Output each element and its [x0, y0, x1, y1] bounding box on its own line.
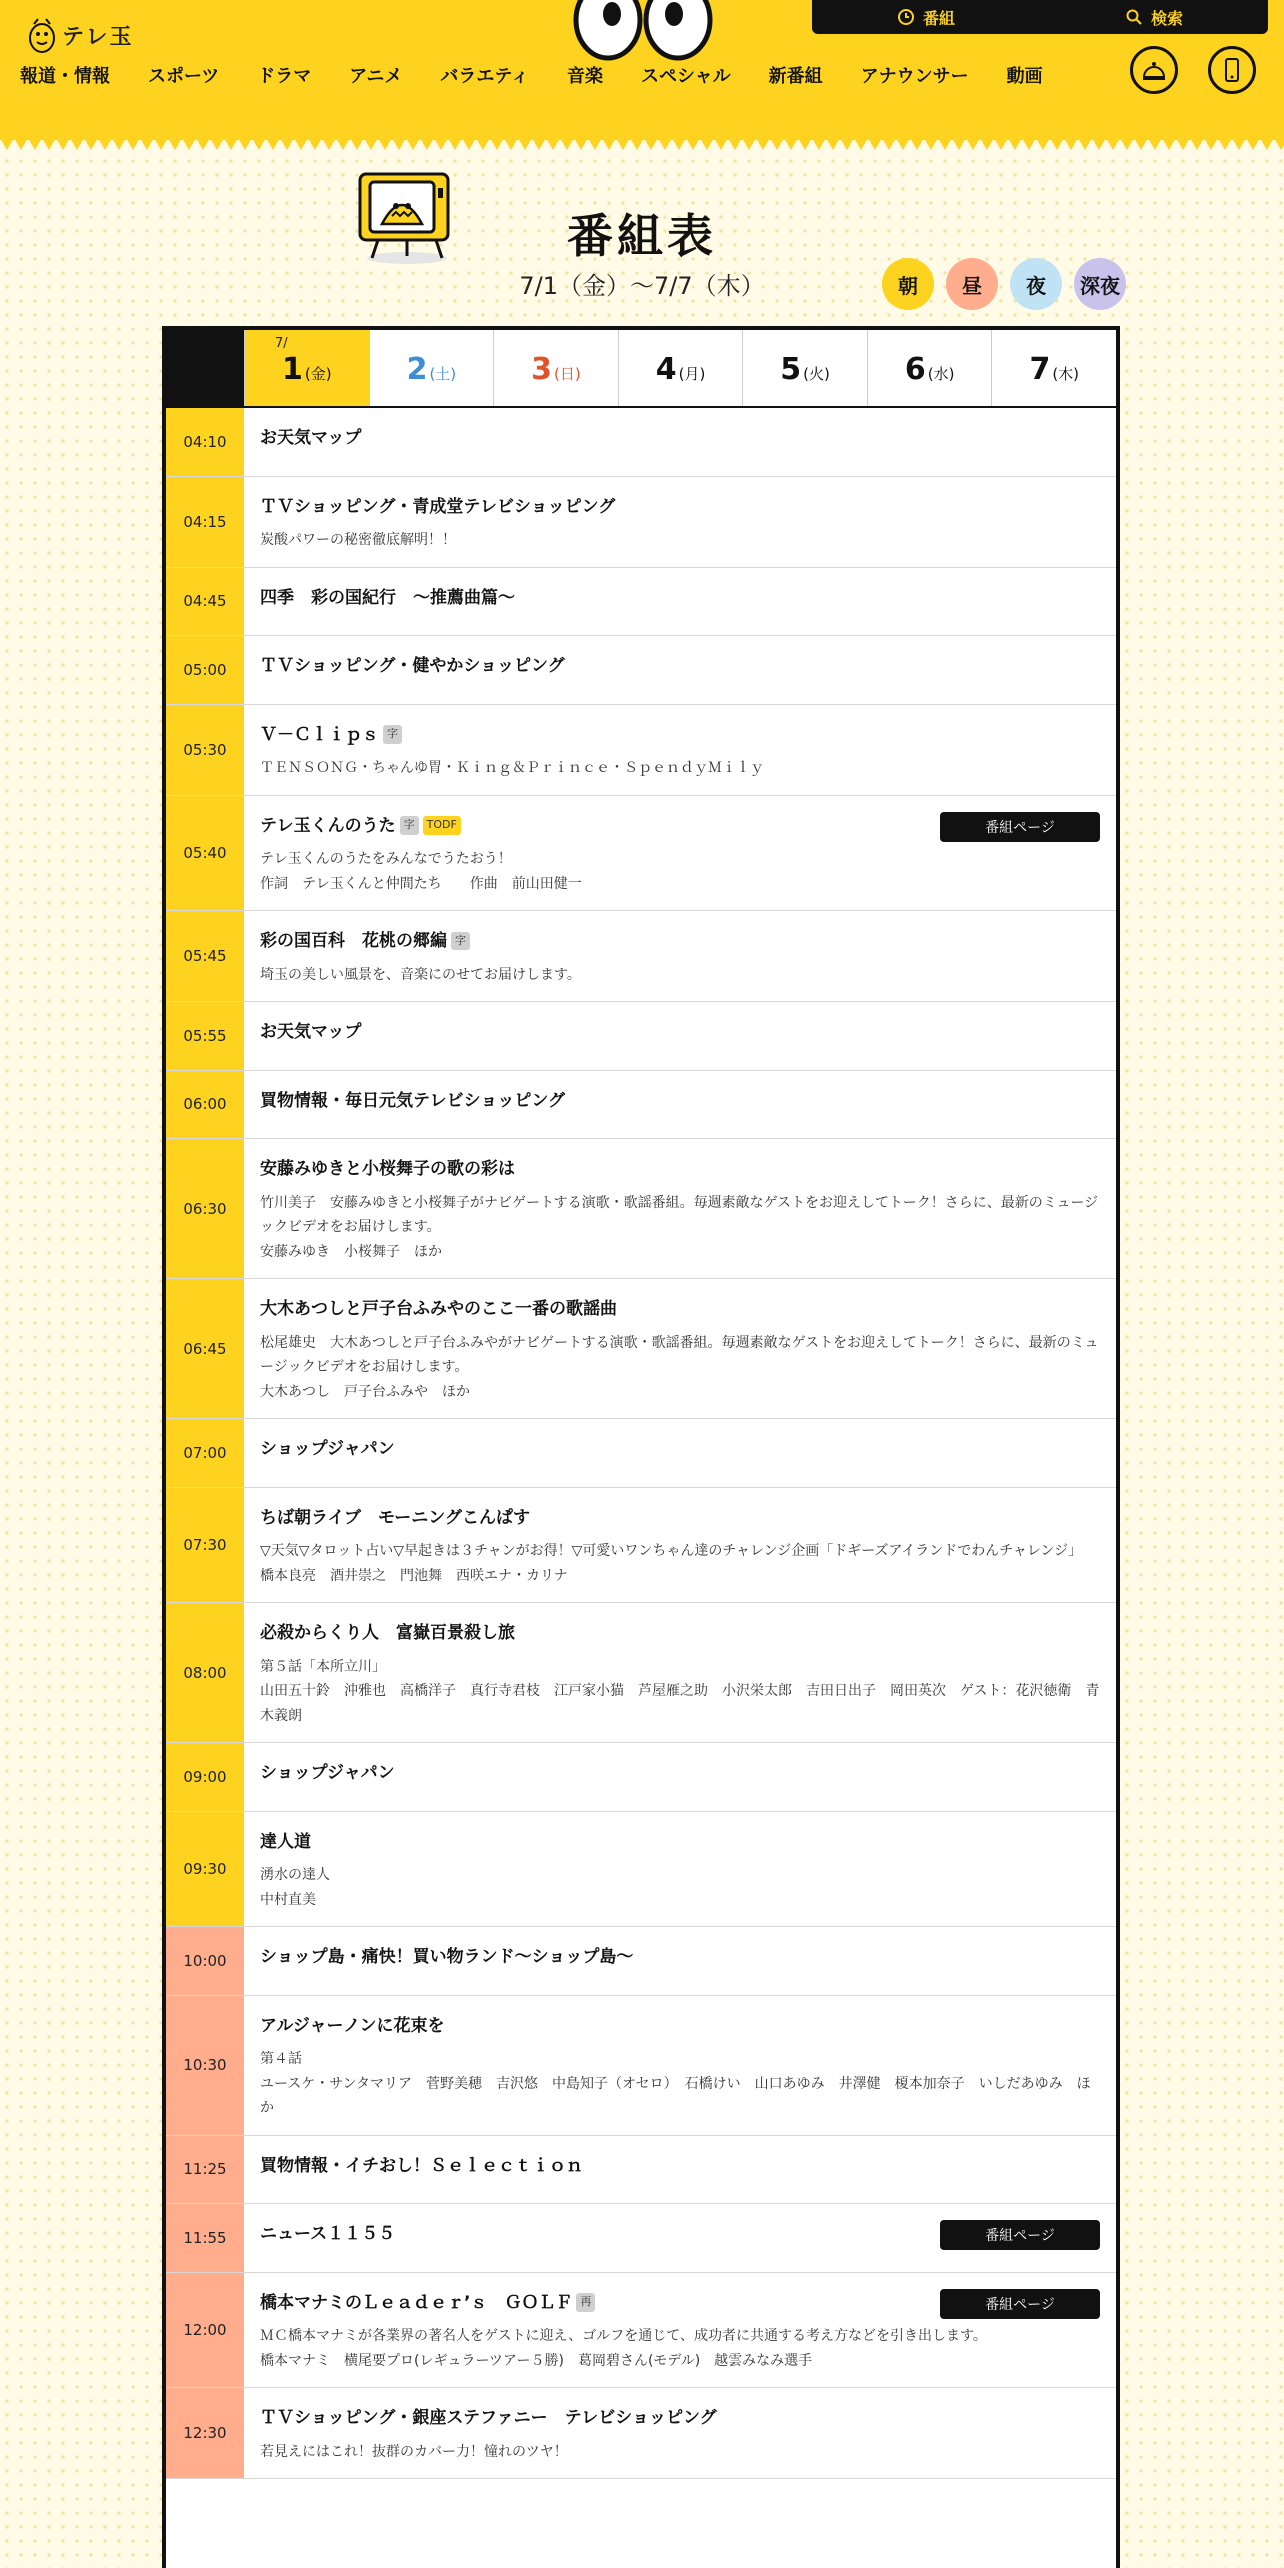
- nav-variety[interactable]: バラエティ: [440, 66, 529, 87]
- program-title-line: [260, 2406, 1100, 2432]
- day-tab-3[interactable]: [493, 330, 618, 406]
- day-number: 5: [780, 352, 802, 387]
- program-page-button[interactable]: 番組ページ: [940, 812, 1100, 842]
- program-title[interactable]: お天気マップ: [260, 428, 362, 448]
- program-title-line: [260, 1157, 1100, 1183]
- day-tab-4[interactable]: [618, 330, 743, 406]
- nav-anime[interactable]: アニメ: [349, 66, 403, 87]
- zigzag-path: [0, 138, 1284, 150]
- program-title-line: [260, 2154, 1100, 2180]
- program-time: 05:45: [166, 911, 244, 1001]
- program-description-line: 中村直美: [260, 1891, 316, 1908]
- schedule-table: [162, 326, 1120, 2568]
- program-time: 07:00: [166, 1419, 244, 1487]
- program-row: [166, 568, 1116, 637]
- program-time: 06:00: [166, 1071, 244, 1139]
- program-time: 11:55: [166, 2204, 244, 2272]
- program-description-line: 作詞 テレ玉くんと仲間たち 作曲 前山田健一: [260, 875, 582, 892]
- nav-videos[interactable]: 動画: [1006, 66, 1043, 87]
- program-row: [166, 2273, 1116, 2389]
- day-number: 1: [281, 352, 303, 387]
- program-body: [244, 2136, 1116, 2204]
- program-row: [166, 911, 1116, 1002]
- program-list: [166, 408, 1116, 2479]
- program-body: [244, 1927, 1116, 1995]
- program-title-line: [260, 1020, 1100, 1046]
- program-body: [244, 1812, 1116, 1927]
- program-time: 04:45: [166, 568, 244, 636]
- program-row: [166, 1996, 1116, 2136]
- program-body: [244, 1139, 1116, 1278]
- program-title[interactable]: ちば朝ライブ モーニングこんぱす: [260, 1507, 530, 1528]
- program-title[interactable]: ＴＶショッピング・健やかショッピング: [260, 656, 565, 676]
- program-body: [244, 911, 1116, 1001]
- logo-text: テレ玉: [62, 24, 134, 50]
- page-title: 番組表: [567, 209, 717, 263]
- program-title-line: [260, 1297, 1100, 1323]
- program-title[interactable]: ＴＶショッピング・青成堂テレビショッピング: [260, 496, 616, 517]
- program-time: 07:30: [166, 1488, 244, 1603]
- program-description: [260, 1191, 1100, 1265]
- program-title-line: [260, 1621, 1100, 1647]
- program-title-line: [260, 1089, 1100, 1115]
- program-body: [244, 2273, 1116, 2388]
- program-row: [166, 636, 1116, 705]
- program-description-line: 安藤みゆき 小桜舞子 ほか: [260, 1243, 442, 1260]
- day-weekday: (水): [927, 365, 955, 383]
- program-time: 10:00: [166, 1927, 244, 1995]
- program-description: [260, 756, 1100, 781]
- clock-icon: [897, 8, 915, 26]
- program-body: [244, 1419, 1116, 1487]
- program-row: [166, 408, 1116, 477]
- day-weekday: (木): [1052, 365, 1080, 383]
- program-body: [244, 1279, 1116, 1418]
- program-description-line: 第４話: [260, 2051, 302, 2067]
- teletama-bb-badge[interactable]: [1130, 46, 1178, 94]
- program-description-line: ＴＥＮＳＯＮＧ・ちゃんゆ胃・Ｋｉｎｇ＆Ｐｒｉｎｃｅ・ＳｐｅｎｄｙＭｉｌｙ: [260, 760, 764, 776]
- program-body: [244, 1996, 1116, 2135]
- program-row: [166, 2136, 1116, 2205]
- program-description: [260, 847, 1100, 896]
- search-link[interactable]: [1040, 6, 1268, 29]
- program-description: [260, 1863, 1100, 1912]
- day-tab-6[interactable]: [867, 330, 992, 406]
- day-weekday: (日): [554, 365, 581, 383]
- program-title-line: [260, 654, 1100, 680]
- nav-special[interactable]: スペシャル: [640, 66, 731, 87]
- nav-sports[interactable]: スポーツ: [148, 66, 220, 87]
- program-title[interactable]: お天気マップ: [260, 1022, 362, 1042]
- program-description-line: 炭酸パワーの秘密徹底解明！！: [260, 532, 456, 548]
- program-title[interactable]: ニュース１１５５: [260, 2224, 396, 2244]
- program-time: 10:30: [166, 1996, 244, 2135]
- program-tag: 字: [383, 725, 402, 744]
- program-description-line: 竹川美子 安藤みゆきと小桜舞子がナビゲートする演歌・歌謡番組。毎週素敵なゲストをお迎えしてトーク！さらに、最新のミュージックビデオをお届けします。: [260, 1194, 1099, 1235]
- program-time: 11:25: [166, 2136, 244, 2204]
- afternoon-button[interactable]: 昼: [946, 258, 998, 310]
- program-description-line: 橋本マナミ 横尾要プロ(レギュラーツアー５勝) 葛岡碧さん(モデル) 越雲みなみ選手: [260, 2352, 813, 2369]
- program-title-line: [260, 2014, 1100, 2040]
- program-guide-label: 番組: [922, 8, 955, 28]
- program-body: [244, 1603, 1116, 1742]
- program-description: [260, 2047, 1100, 2121]
- program-time: 05:55: [166, 1002, 244, 1070]
- program-body: [244, 636, 1116, 704]
- teletama-mobile-badge[interactable]: [1208, 46, 1256, 94]
- program-title-line: [260, 1506, 1100, 1532]
- program-time: 05:30: [166, 705, 244, 795]
- search-icon: [1125, 8, 1143, 26]
- program-row: [166, 1071, 1116, 1140]
- program-tag: 再: [576, 2293, 595, 2312]
- program-title-line: [260, 1945, 1100, 1971]
- program-description-line: 湧水の達人: [260, 1867, 330, 1883]
- program-body: [244, 1071, 1116, 1139]
- program-guide-link[interactable]: [812, 6, 1040, 29]
- program-description-line: 若見えにはこれ！抜群のカバー力！憧れのツヤ！: [260, 2443, 568, 2460]
- program-description: [260, 528, 1100, 553]
- program-description-line: 埼玉の美しい風景を、音楽にのせてお届けします。: [260, 966, 581, 983]
- program-body: [244, 2204, 1116, 2272]
- program-page-button[interactable]: 番組ページ: [940, 2289, 1100, 2319]
- program-time: 08:00: [166, 1603, 244, 1742]
- day-month: 7/: [275, 336, 288, 351]
- day-number: 6: [904, 352, 926, 387]
- mascot-eyes-icon: [568, 0, 718, 62]
- program-row: [166, 1743, 1116, 1812]
- program-title[interactable]: 彩の国百科 花桃の郷編: [260, 931, 447, 951]
- day-number: 4: [655, 352, 677, 387]
- site-logo[interactable]: [28, 16, 134, 54]
- program-title-line: [260, 586, 1100, 612]
- program-row: [166, 1139, 1116, 1279]
- program-row: [166, 705, 1116, 796]
- program-row: [166, 1488, 1116, 1604]
- date-range: 7/1（金）〜7/7（木）: [519, 272, 765, 300]
- program-time: 06:45: [166, 1279, 244, 1418]
- program-row: [166, 1927, 1116, 1996]
- program-title[interactable]: ショップジャパン: [260, 1763, 395, 1783]
- program-body: [244, 477, 1116, 567]
- program-description-line: ▽天気▽タロット占い▽早起きは３チャンがお得！▽可愛いワンちゃん達のチャレンジ企画「ドギーズアイランドでわんチャレンジ」: [260, 1543, 1083, 1559]
- day-tab-1[interactable]: [244, 330, 369, 406]
- program-title-line: [260, 929, 1100, 955]
- day-tab-5[interactable]: [742, 330, 867, 406]
- program-body: [244, 408, 1116, 476]
- day-number: 2: [406, 352, 428, 387]
- program-title-line: [260, 1830, 1100, 1856]
- day-weekday: (月): [678, 365, 706, 383]
- program-row: [166, 1279, 1116, 1419]
- program-tag: 字: [451, 932, 470, 951]
- program-title[interactable]: 安藤みゆきと小桜舞子の歌の彩は: [260, 1159, 515, 1179]
- program-description-line: ＭＣ橋本マナミが各業界の著名人をゲストに迎え、ゴルフを通じて、成功者に共通する考え方などを引き出します。: [260, 2328, 987, 2344]
- late-night-button[interactable]: 深夜: [1074, 258, 1126, 310]
- nav-music[interactable]: 音楽: [566, 66, 603, 87]
- program-description-line: 橋本良亮 酒井崇之 門池舞 西咲エナ・カリナ: [260, 1567, 568, 1584]
- program-title-line: [260, 495, 1100, 521]
- program-body: [244, 1743, 1116, 1811]
- program-description: [260, 1539, 1100, 1588]
- program-row: [166, 2204, 1116, 2273]
- site-header: [0, 0, 1284, 140]
- day-header-corner: [166, 330, 244, 406]
- program-title-line: [260, 1437, 1100, 1463]
- program-description-line: 大木あつし 戸子台ふみや ほか: [260, 1383, 470, 1400]
- program-title[interactable]: ＴＶショッピング・銀座ステファニー テレビショッピング: [260, 2408, 717, 2428]
- program-description: [260, 2440, 1100, 2465]
- program-description-line: テレ玉くんのうたをみんなでうたおう！: [260, 851, 512, 867]
- program-time: 12:00: [166, 2273, 244, 2388]
- program-description-line: 山田五十鈴 沖雅也 高橋洋子 真行寺君枝 江戸家小猫 芦屋雁之助 小沢栄太郎 吉田日出子 岡田英次 ゲスト：花沢徳衛 青木義朗: [260, 1683, 1100, 1724]
- program-tag: TODF: [423, 816, 461, 835]
- program-time: 06:30: [166, 1139, 244, 1278]
- nav-drama[interactable]: ドラマ: [257, 66, 312, 87]
- program-time: 09:00: [166, 1743, 244, 1811]
- program-description-line: ユースケ・サンタマリア 菅野美穂 吉沢悠 中島知子（オセロ） 石橋けい 山口あゆみ 井澤健 榎本加奈子 いしだあゆみ ほか: [260, 2075, 1091, 2116]
- program-title[interactable]: 大木あつしと戸子台ふみやのここ一番の歌謡曲: [260, 1299, 617, 1319]
- time-of-day-selector: [882, 258, 1126, 310]
- program-time: 04:10: [166, 408, 244, 476]
- night-button[interactable]: 夜: [1010, 258, 1062, 310]
- main-nav: [20, 60, 1081, 90]
- program-title-line: [260, 426, 1100, 452]
- program-title-line: [260, 723, 1100, 749]
- day-weekday: (金): [304, 365, 332, 383]
- search-label: 検索: [1150, 8, 1183, 28]
- program-page-button[interactable]: 番組ページ: [940, 2220, 1100, 2250]
- program-body: [244, 2388, 1116, 2478]
- program-title[interactable]: 必殺からくり人 富嶽百景殺し旅: [260, 1623, 515, 1643]
- day-weekday: (土): [429, 365, 457, 383]
- program-time: 05:40: [166, 796, 244, 911]
- program-row: [166, 796, 1116, 912]
- header-zigzag-border: [0, 138, 1284, 152]
- mobile-phone-icon: [1217, 55, 1247, 85]
- program-title[interactable]: アルジャーノンに花束を: [260, 2015, 445, 2036]
- program-row: [166, 2388, 1116, 2479]
- program-title[interactable]: Ｖ－Ｃｌｉｐｓ: [260, 724, 379, 745]
- program-description: [260, 1331, 1100, 1405]
- program-row: [166, 1419, 1116, 1488]
- program-title[interactable]: 買物情報・イチおし！Ｓｅｌｅｃｔｉｏｎ: [260, 2155, 583, 2176]
- day-tabs: [166, 330, 1116, 408]
- program-body: [244, 1488, 1116, 1603]
- program-description: [260, 2324, 1100, 2373]
- program-description-line: 第５話「本所立川」: [260, 1658, 386, 1675]
- program-time: 04:15: [166, 477, 244, 567]
- program-description: [260, 1655, 1100, 1729]
- day-tab-7[interactable]: [991, 330, 1116, 406]
- program-time: 09:30: [166, 1812, 244, 1927]
- program-title[interactable]: 橋本マナミのＬｅａｄｅｒ’ｓ ＧＯＬＦ: [260, 2292, 573, 2313]
- program-body: [244, 1002, 1116, 1070]
- nav-news[interactable]: 報道・情報: [20, 66, 110, 87]
- day-number: 3: [531, 352, 553, 387]
- program-title[interactable]: ショップジャパン: [260, 1439, 395, 1459]
- broadcast-dome-icon: [1139, 55, 1169, 85]
- mascot-logo-icon: [28, 16, 56, 54]
- program-title[interactable]: 達人道: [260, 1831, 311, 1852]
- program-title-line: [260, 1761, 1100, 1787]
- program-body: [244, 568, 1116, 636]
- program-description: [260, 963, 1100, 988]
- day-tab-2[interactable]: [369, 330, 494, 406]
- program-title[interactable]: テレ玉くんのうた: [260, 815, 396, 836]
- nav-new-programs[interactable]: 新番組: [768, 66, 823, 87]
- program-title[interactable]: 四季 彩の国紀行 ～推薦曲篇～: [260, 587, 515, 608]
- nav-announcers[interactable]: アナウンサー: [860, 66, 969, 87]
- program-row: [166, 1603, 1116, 1743]
- program-time: 05:00: [166, 636, 244, 704]
- program-title[interactable]: 買物情報・毎日元気テレビショッピング: [260, 1090, 565, 1111]
- program-time: 12:30: [166, 2388, 244, 2478]
- day-number: 7: [1029, 352, 1051, 387]
- program-body: [244, 705, 1116, 795]
- day-weekday: (火): [803, 365, 830, 383]
- program-title[interactable]: ショップ島・痛快！買い物ランド～ショップ島～: [260, 1947, 634, 1967]
- morning-button[interactable]: 朝: [882, 258, 934, 310]
- program-row: [166, 1002, 1116, 1071]
- top-utility-bar: [812, 0, 1268, 34]
- program-body: [244, 796, 1116, 911]
- program-row: [166, 477, 1116, 568]
- program-description-line: 松尾雄史 大木あつしと戸子台ふみやがナビゲートする演歌・歌謡番組。毎週素敵なゲストをお迎えしてトーク！さらに、最新のミュージックビデオをお届けします。: [260, 1334, 1099, 1375]
- program-row: [166, 1812, 1116, 1928]
- program-tag: 字: [400, 816, 419, 835]
